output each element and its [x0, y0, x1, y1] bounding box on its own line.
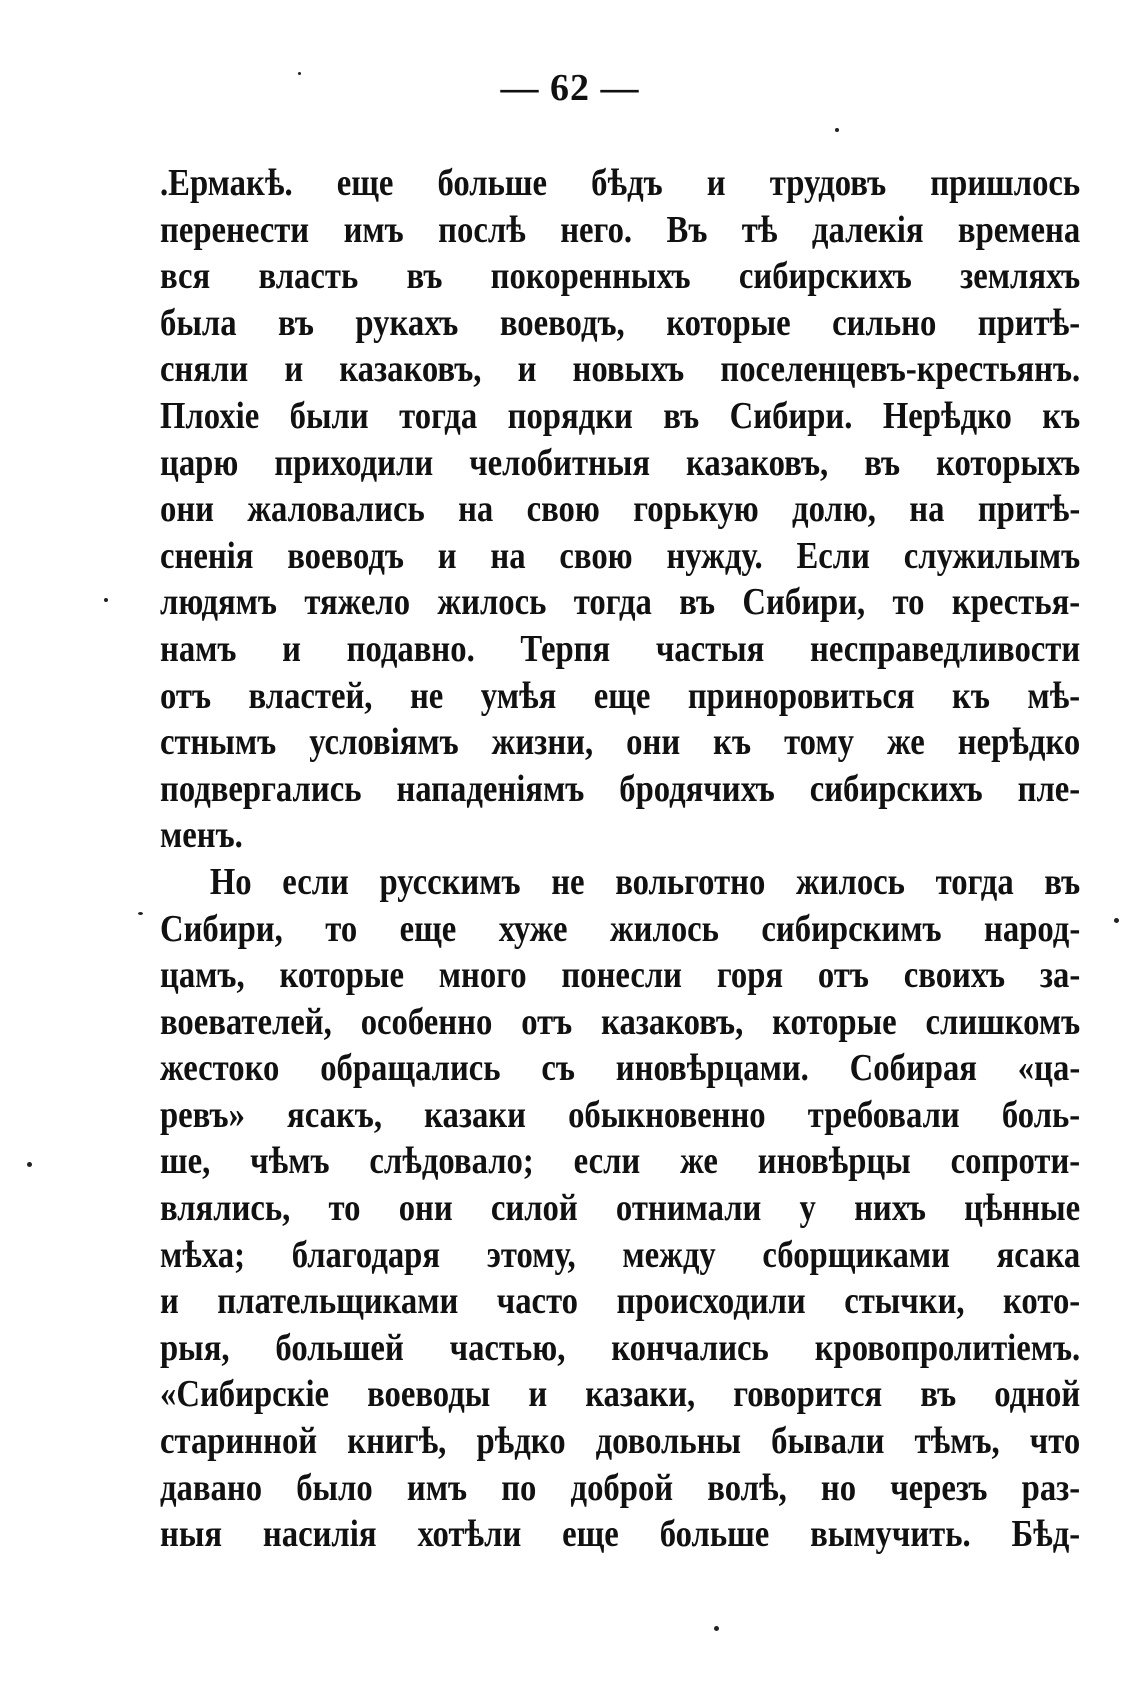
text-line: Но если русскимъ не вольготно жилось тогда въ — [209, 860, 1081, 903]
text-line: ше, чѣмъ слѣдовало; если же иновѣрцы сопроти- — [160, 1140, 1081, 1183]
text-line: мѣха; благодаря этому, между сборщиками ясака — [160, 1233, 1081, 1276]
text-line: сняли и казаковъ, и новыхъ поселенцевъ-крестьянъ. — [160, 348, 1081, 391]
text-line: была въ рукахъ воеводъ, которые сильно притѣ- — [160, 301, 1081, 344]
text-line: ревъ» ясакъ, казаки обыкновенно требовали боль- — [160, 1093, 1081, 1136]
text-line: стнымъ условіямъ жизни, они къ тому же нерѣдко — [160, 721, 1081, 764]
text-line: царю приходили челобитныя казаковъ, въ которыхъ — [160, 441, 1081, 484]
scan-speck — [138, 912, 143, 915]
paragraph-1 — [160, 160, 1080, 859]
scan-speck — [104, 598, 108, 602]
scan-speck — [835, 128, 839, 132]
text-line: намъ и подавно. Терпя частыя несправедливости — [160, 627, 1081, 670]
text-line: и плательщиками часто происходили стычки, кото- — [160, 1280, 1081, 1323]
text-line: рыя, большей частью, кончались кровопролитіемъ. — [160, 1326, 1081, 1369]
text-line: влялись, то они силой отнимали у нихъ цѣнные — [160, 1187, 1081, 1230]
text-line: отъ властей, не умѣя еще приноровиться къ мѣ- — [160, 674, 1081, 717]
text-line: жестоко обращались съ иновѣрцами. Собирая «ца- — [160, 1047, 1081, 1090]
text-line: они жаловались на свою горькую долю, на притѣ- — [160, 488, 1081, 531]
text-line: подвергались нападеніямъ бродячихъ сибирскихъ пле- — [160, 767, 1081, 810]
text-line: вся власть въ покоренныхъ сибирскихъ земляхъ — [160, 255, 1081, 298]
paragraph-2 — [160, 859, 1080, 1558]
text-line: менъ. — [160, 814, 243, 857]
text-line: Сибири, то еще хуже жилось сибирскимъ народ- — [160, 907, 1081, 950]
text-line: «Сибирскіе воеводы и казаки, говорится въ одной — [160, 1373, 1081, 1416]
text-line: воевателей, особенно отъ казаковъ, которые слишкомъ — [160, 1000, 1081, 1043]
text-line: людямъ тяжело жилось тогда въ Сибири, то крестья- — [160, 581, 1081, 624]
scan-speck — [714, 1626, 719, 1631]
text-line: Плохіе были тогда порядки въ Сибири. Нерѣдко къ — [160, 394, 1081, 437]
scan-speck — [1114, 918, 1119, 923]
body-text — [160, 160, 1080, 1558]
text-line: ныя насилія хотѣли еще больше вымучить. Бѣд- — [160, 1513, 1081, 1556]
text-line: сненія воеводъ и на свою нужду. Если служилымъ — [160, 534, 1081, 577]
page-number: — 62 — — [500, 67, 640, 109]
text-line: давано было имъ по доброй волѣ, но черезъ раз- — [160, 1466, 1081, 1509]
text-line: цамъ, которые много понесли горя отъ своихъ за- — [160, 954, 1081, 997]
scan-speck — [27, 1162, 32, 1167]
text-line: .Ермакѣ. еще больше бѣдъ и трудовъ пришлось — [160, 162, 1081, 204]
text-line: перенести имъ послѣ него. Въ тѣ далекія времена — [160, 208, 1081, 251]
text-line: старинной книгѣ, рѣдко довольны бывали тѣмъ, что — [160, 1420, 1081, 1463]
scan-speck — [298, 72, 301, 75]
